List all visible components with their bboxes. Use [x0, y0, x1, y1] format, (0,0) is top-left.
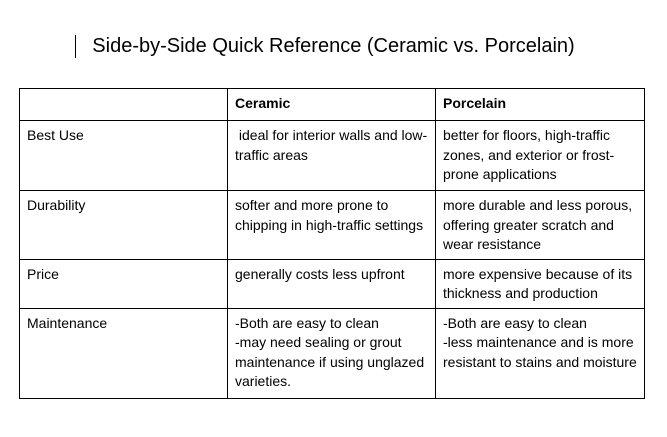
row-label-cell[interactable]: Maintenance — [20, 308, 228, 398]
document-title[interactable]: Side-by-Side Quick Reference (Ceramic vs. Porcelain) — [92, 35, 575, 57]
table-header-row — [20, 89, 645, 121]
text-cursor — [75, 35, 76, 58]
table-row — [20, 121, 645, 191]
table-header-cell-porcelain[interactable]: Porcelain — [436, 89, 645, 121]
row-label-cell[interactable]: Price — [20, 259, 228, 308]
porcelain-cell[interactable]: -Both are easy to clean -less maintenance and is more resistant to stains and moisture — [436, 308, 645, 398]
table-header-cell-empty[interactable] — [20, 89, 228, 121]
ceramic-cell[interactable]: -Both are easy to clean -may need sealing or grout maintenance if using unglazed varieties. — [228, 308, 436, 398]
ceramic-cell[interactable]: softer and more prone to chipping in high-traffic settings — [228, 191, 436, 260]
table-header-cell-ceramic[interactable]: Ceramic — [228, 89, 436, 121]
row-label-cell[interactable]: Best Use — [20, 121, 228, 191]
row-label-cell[interactable]: Durability — [20, 191, 228, 260]
ceramic-cell[interactable]: generally costs less upfront — [228, 259, 436, 308]
table-row — [20, 191, 645, 260]
porcelain-cell[interactable]: more expensive because of its thickness and production — [436, 259, 645, 308]
porcelain-cell[interactable]: more durable and less porous, offering greater scratch and wear resistance — [436, 191, 645, 260]
table-row — [20, 308, 645, 398]
comparison-table — [19, 88, 645, 399]
table-row — [20, 259, 645, 308]
ceramic-cell[interactable]: ideal for interior walls and low-traffic areas — [228, 121, 436, 191]
porcelain-cell[interactable]: better for floors, high-traffic zones, and exterior or frost-prone applications — [436, 121, 645, 191]
